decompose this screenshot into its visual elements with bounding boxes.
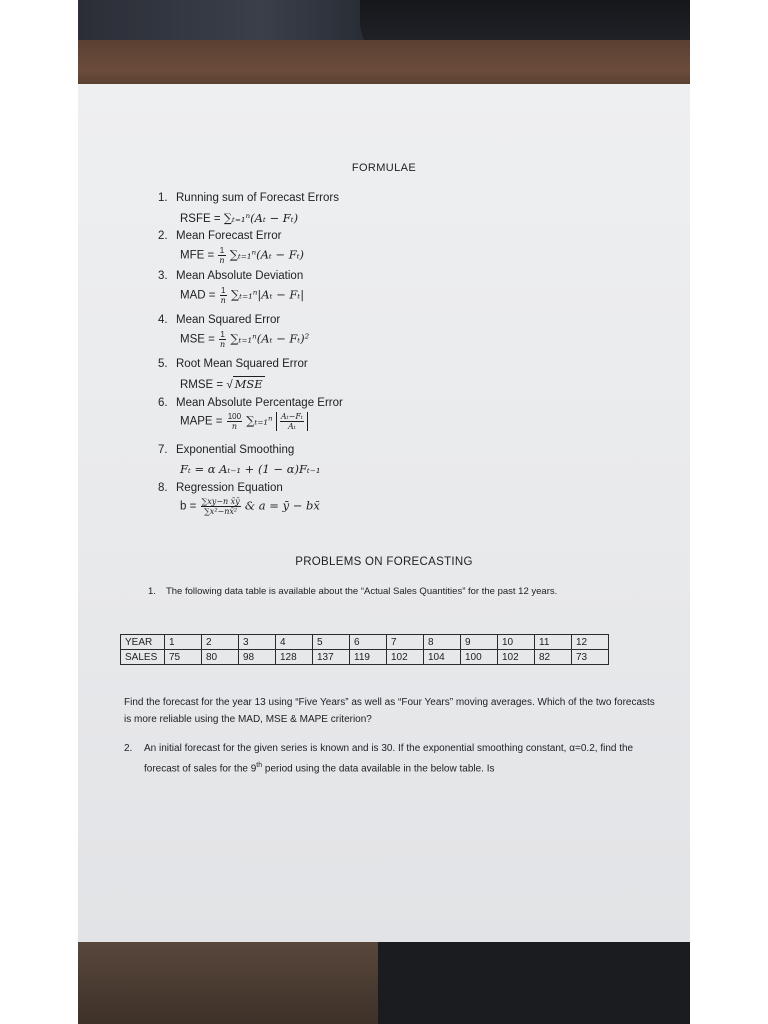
problem-2 xyxy=(124,740,668,777)
formula-7-name xyxy=(158,444,294,456)
formula-label: Regression Equation xyxy=(176,482,283,494)
question-text: Find the forecast for the year 13 using “Five Years” as well as “Four Years” moving averages. Which of the two forecasts is more reliable using the MAD, MSE & MAPE criterion? xyxy=(124,697,655,725)
formula-1-name xyxy=(158,192,339,204)
table-cell: 100 xyxy=(461,650,498,665)
formula-rhs: MSE xyxy=(234,377,263,391)
problems-title: PROBLEMS ON FORECASTING xyxy=(295,556,473,568)
formula-abs xyxy=(276,412,308,431)
formula-number: 5. xyxy=(158,358,168,370)
formula-sum: ∑ₜ₌₁ⁿ xyxy=(246,413,273,428)
formula-fraction xyxy=(201,497,241,516)
table-header-sales: SALES xyxy=(121,650,165,665)
formula-8-expression xyxy=(180,497,320,516)
fraction-denominator: n xyxy=(231,422,237,431)
radical-sign: √ xyxy=(226,379,233,391)
table-cell: 82 xyxy=(535,650,572,665)
formula-rhs: ∑ₜ₌₁ⁿ|Aₜ − Fₜ| xyxy=(231,287,305,302)
photo-floor-dark xyxy=(378,930,690,1024)
formula-label: Mean Forecast Error xyxy=(176,230,282,242)
formula-number: 2. xyxy=(158,230,168,242)
formula-3-expression xyxy=(180,286,304,305)
formula-number: 1. xyxy=(158,192,168,204)
formula-label: Exponential Smoothing xyxy=(176,444,295,456)
table-cell: 98 xyxy=(239,650,276,665)
problem-1 xyxy=(148,586,557,597)
table-cell: 4 xyxy=(276,635,313,650)
problem-number: 2. xyxy=(124,743,133,754)
formula-number: 8. xyxy=(158,482,168,494)
formula-label: Root Mean Squared Error xyxy=(176,358,308,370)
table-row xyxy=(121,650,609,665)
formula-label: Mean Absolute Percentage Error xyxy=(176,397,343,409)
formula-5-expression xyxy=(180,377,265,391)
table-cell: 75 xyxy=(165,650,202,665)
table-cell: 7 xyxy=(387,635,424,650)
formula-7-expression xyxy=(180,462,320,476)
table-cell: 11 xyxy=(535,635,572,650)
formula-4-expression xyxy=(180,330,309,349)
problem-number: 1. xyxy=(148,586,156,597)
formula-lhs: MSE = xyxy=(180,333,215,346)
table-cell: 119 xyxy=(350,650,387,665)
fraction-numerator: 100 xyxy=(227,412,242,421)
formula-1-expression xyxy=(180,211,298,225)
table-cell: 3 xyxy=(239,635,276,650)
formula-label: Running sum of Forecast Errors xyxy=(176,192,339,204)
formula-number: 7. xyxy=(158,444,168,456)
table-header-year: YEAR xyxy=(121,635,165,650)
formula-number: 6. xyxy=(158,397,168,409)
formula-8-name xyxy=(158,482,283,494)
formula-lhs: MFE = xyxy=(180,249,215,262)
table-cell: 6 xyxy=(350,635,387,650)
formula-rhs: ∑ₜ₌₁ⁿ(Aₜ − Fₜ)² xyxy=(230,331,310,346)
table-cell: 102 xyxy=(387,650,424,665)
table-cell: 80 xyxy=(202,650,239,665)
table-cell: 5 xyxy=(313,635,350,650)
fraction-denominator: n xyxy=(220,296,226,305)
sales-table xyxy=(120,634,609,665)
formulae-title: FORMULAE xyxy=(351,162,417,174)
problem-text: An initial forecast for the given series is known and is 30. If the exponential smoothing constant, α=0.2, find the forecast of sales for the 9 xyxy=(144,743,634,775)
formula-lhs: RSFE = xyxy=(180,213,221,225)
formula-rhs: ∑ₜ₌₁ⁿ(Aₜ − Fₜ) xyxy=(229,247,305,262)
formula-fraction xyxy=(227,412,242,431)
formula-4-name xyxy=(158,314,280,326)
fraction-denominator: n xyxy=(219,256,225,265)
formula-fraction xyxy=(280,412,304,431)
table-cell: 12 xyxy=(572,635,609,650)
fraction-numerator: 1 xyxy=(221,286,226,295)
left-margin xyxy=(0,0,78,1024)
document-page xyxy=(78,84,690,942)
formula-fraction xyxy=(219,330,226,349)
table-cell: 1 xyxy=(165,635,202,650)
table-cell: 9 xyxy=(461,635,498,650)
table-cell: 8 xyxy=(424,635,461,650)
superscript: th xyxy=(256,762,263,769)
formula-fraction xyxy=(220,286,227,305)
formula-rhs: & a = ȳ − bx̄ xyxy=(244,498,320,513)
formula-rhs: ∑ₜ₌₁ⁿ(Aₜ − Fₜ) xyxy=(223,211,299,225)
table-cell: 2 xyxy=(202,635,239,650)
formula-lhs: MAD = xyxy=(180,289,216,302)
formula-2-name xyxy=(158,230,281,242)
formula-rhs: Fₜ = α Aₜ₋₁ + (1 − α)Fₜ₋₁ xyxy=(180,462,321,476)
right-margin xyxy=(690,0,768,1024)
formula-6-name xyxy=(158,397,343,409)
table-cell: 104 xyxy=(424,650,461,665)
photo-floor-wood xyxy=(78,930,378,1024)
fraction-numerator: Aₜ−Fₜ xyxy=(280,412,303,421)
formula-lhs: MAPE = xyxy=(180,415,223,428)
fraction-numerator: 1 xyxy=(219,246,225,255)
table-cell: 102 xyxy=(498,650,535,665)
formula-6-expression xyxy=(180,412,308,431)
fraction-numerator: ∑xy−n x̄ȳ xyxy=(201,497,240,506)
formula-fraction xyxy=(218,246,225,265)
table-cell: 137 xyxy=(313,650,350,665)
formula-number: 4. xyxy=(158,314,168,326)
formula-lhs: b = xyxy=(180,500,197,513)
formula-number: 3. xyxy=(158,270,168,282)
formula-2-expression xyxy=(180,246,304,265)
formula-label: Mean Absolute Deviation xyxy=(176,270,304,282)
table-cell: 128 xyxy=(276,650,313,665)
fraction-numerator: 1 xyxy=(220,330,225,339)
table-row xyxy=(121,635,609,650)
formula-sqrt xyxy=(226,377,264,391)
formula-lhs: RMSE = xyxy=(180,379,224,391)
formula-5-name xyxy=(158,358,308,370)
fraction-denominator: Aₜ xyxy=(287,422,296,431)
table-cell: 10 xyxy=(498,635,535,650)
table-cell: 73 xyxy=(572,650,609,665)
problem-text-cont: period using the data available in the below table. Is xyxy=(262,763,495,775)
problem-text: The following data table is available about the “Actual Sales Quantities” for the past 12 years. xyxy=(165,586,558,597)
formula-3-name xyxy=(158,270,303,282)
fraction-denominator: n xyxy=(220,340,226,349)
formula-label: Mean Squared Error xyxy=(176,314,281,326)
fraction-denominator: ∑x²−nx̄² xyxy=(204,507,238,516)
